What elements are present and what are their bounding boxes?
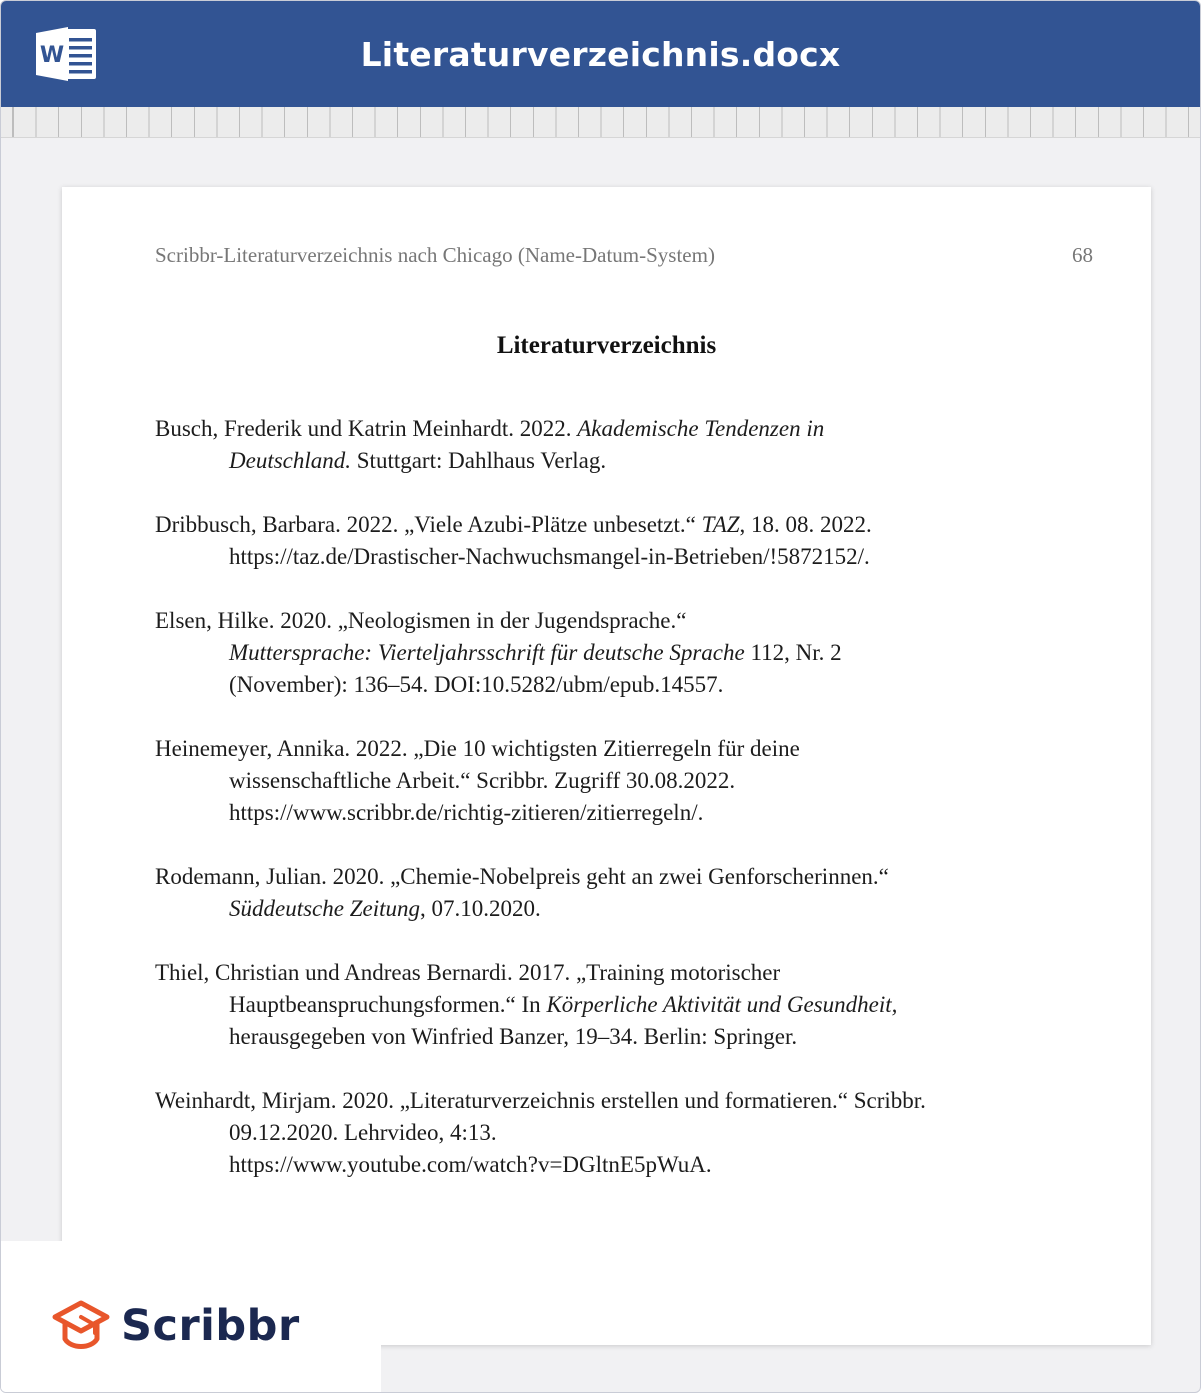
reference-text-segment: wissenschaftliche Arbeit.“ Scribbr. Zugriff 30.08.2022. [229, 768, 736, 793]
reference-title-segment: Muttersprache: Vierteljahrsschrift für deutsche Sprache [229, 640, 745, 665]
reference-text-segment: Busch, Frederik und Katrin Meinhardt. 2022. [155, 416, 578, 441]
reference-text-segment: https://www.youtube.com/watch?v=DGltnE5pWuA. [229, 1152, 712, 1177]
reference-line [155, 861, 1055, 893]
reference-line [155, 893, 1055, 925]
reference-text-segment: Weinhardt, Mirjam. 2020. „Literaturverzeichnis erstellen und formatieren.“ Scribbr. [155, 1088, 926, 1113]
reference-line [155, 637, 1055, 669]
reference-line [155, 1149, 1055, 1181]
svg-text:W: W [39, 43, 65, 68]
reference-line [155, 989, 1055, 1021]
reference-text-segment: 09.12.2020. Lehrvideo, 4:13. [229, 1120, 497, 1145]
reference-text-segment: https://taz.de/Drastischer-Nachwuchsmangel-in-Betrieben/!5872152/. [229, 544, 870, 569]
reference-entry [155, 413, 1055, 477]
reference-title-segment: Akademische Tendenzen in [577, 416, 825, 441]
reference-text-segment: 112, Nr. 2 [744, 640, 842, 665]
reference-line [155, 957, 1055, 989]
reference-list [155, 413, 1055, 1213]
bibliography-heading: Literaturverzeichnis [496, 332, 717, 359]
page-number: 68 [1072, 243, 1093, 267]
reference-text-segment: Dribbusch, Barbara. 2022. „Viele Azubi-Plätze unbesetzt.“ [155, 512, 702, 537]
reference-text-segment: Elsen, Hilke. 2020. „Neologismen in der Jugendsprache.“ [155, 608, 687, 633]
scribbr-wordmark: Scribbr [121, 1301, 300, 1351]
reference-entry [155, 605, 1055, 701]
reference-line [155, 765, 1055, 797]
reference-entry [155, 861, 1055, 925]
reference-line [155, 1021, 1055, 1053]
reference-text-segment: , 07.10.2020. [420, 896, 541, 921]
reference-line [155, 1117, 1055, 1149]
title-bar [1, 1, 1200, 107]
reference-text-segment: Stuttgart: Dahlhaus Verlag. [351, 448, 607, 473]
reference-title-segment: Deutschland. [229, 448, 352, 473]
reference-text-segment: , 18. 08. 2022. [739, 512, 872, 537]
running-head: Scribbr-Literaturverzeichnis nach Chicago (Name-Datum-System) [155, 243, 715, 267]
reference-text-segment: Heinemeyer, Annika. 2022. „Die 10 wichtigsten Zitierregeln für deine [155, 736, 800, 761]
ruler [1, 107, 1200, 138]
reference-line [155, 797, 1055, 829]
graduation-cap-icon [51, 1299, 111, 1355]
reference-text-segment: (November): 136–54. DOI:10.5282/ubm/epub.14557. [229, 672, 724, 697]
reference-text-segment: Hauptbeanspruchungsformen.“ In [229, 992, 547, 1017]
reference-line [155, 1085, 1055, 1117]
reference-entry [155, 509, 1055, 573]
reference-entry [155, 957, 1055, 1053]
reference-entry [155, 1085, 1055, 1181]
reference-title-segment: Körperliche Aktivität und Gesundheit, [546, 992, 898, 1017]
document-title: Literaturverzeichnis.docx [360, 35, 841, 74]
reference-line [155, 605, 1055, 637]
reference-line [155, 541, 1055, 573]
reference-line [155, 669, 1055, 701]
reference-title-segment: Süddeutsche Zeitung [229, 896, 420, 921]
reference-line [155, 445, 1055, 477]
reference-line [155, 509, 1055, 541]
reference-text-segment: https://www.scribbr.de/richtig-zitieren/zitierregeln/. [229, 800, 704, 825]
reference-text-segment: Thiel, Christian und Andreas Bernardi. 2017. „Training motorischer [155, 960, 781, 985]
document-page [62, 187, 1151, 1345]
reference-line [155, 733, 1055, 765]
reference-line [155, 413, 1055, 445]
reference-title-segment: TAZ [701, 512, 740, 537]
reference-text-segment: Rodemann, Julian. 2020. „Chemie-Nobelpreis geht an zwei Genforscherinnen.“ [155, 864, 889, 889]
reference-entry [155, 733, 1055, 829]
reference-text-segment: herausgegeben von Winfried Banzer, 19–34. Berlin: Springer. [229, 1024, 798, 1049]
